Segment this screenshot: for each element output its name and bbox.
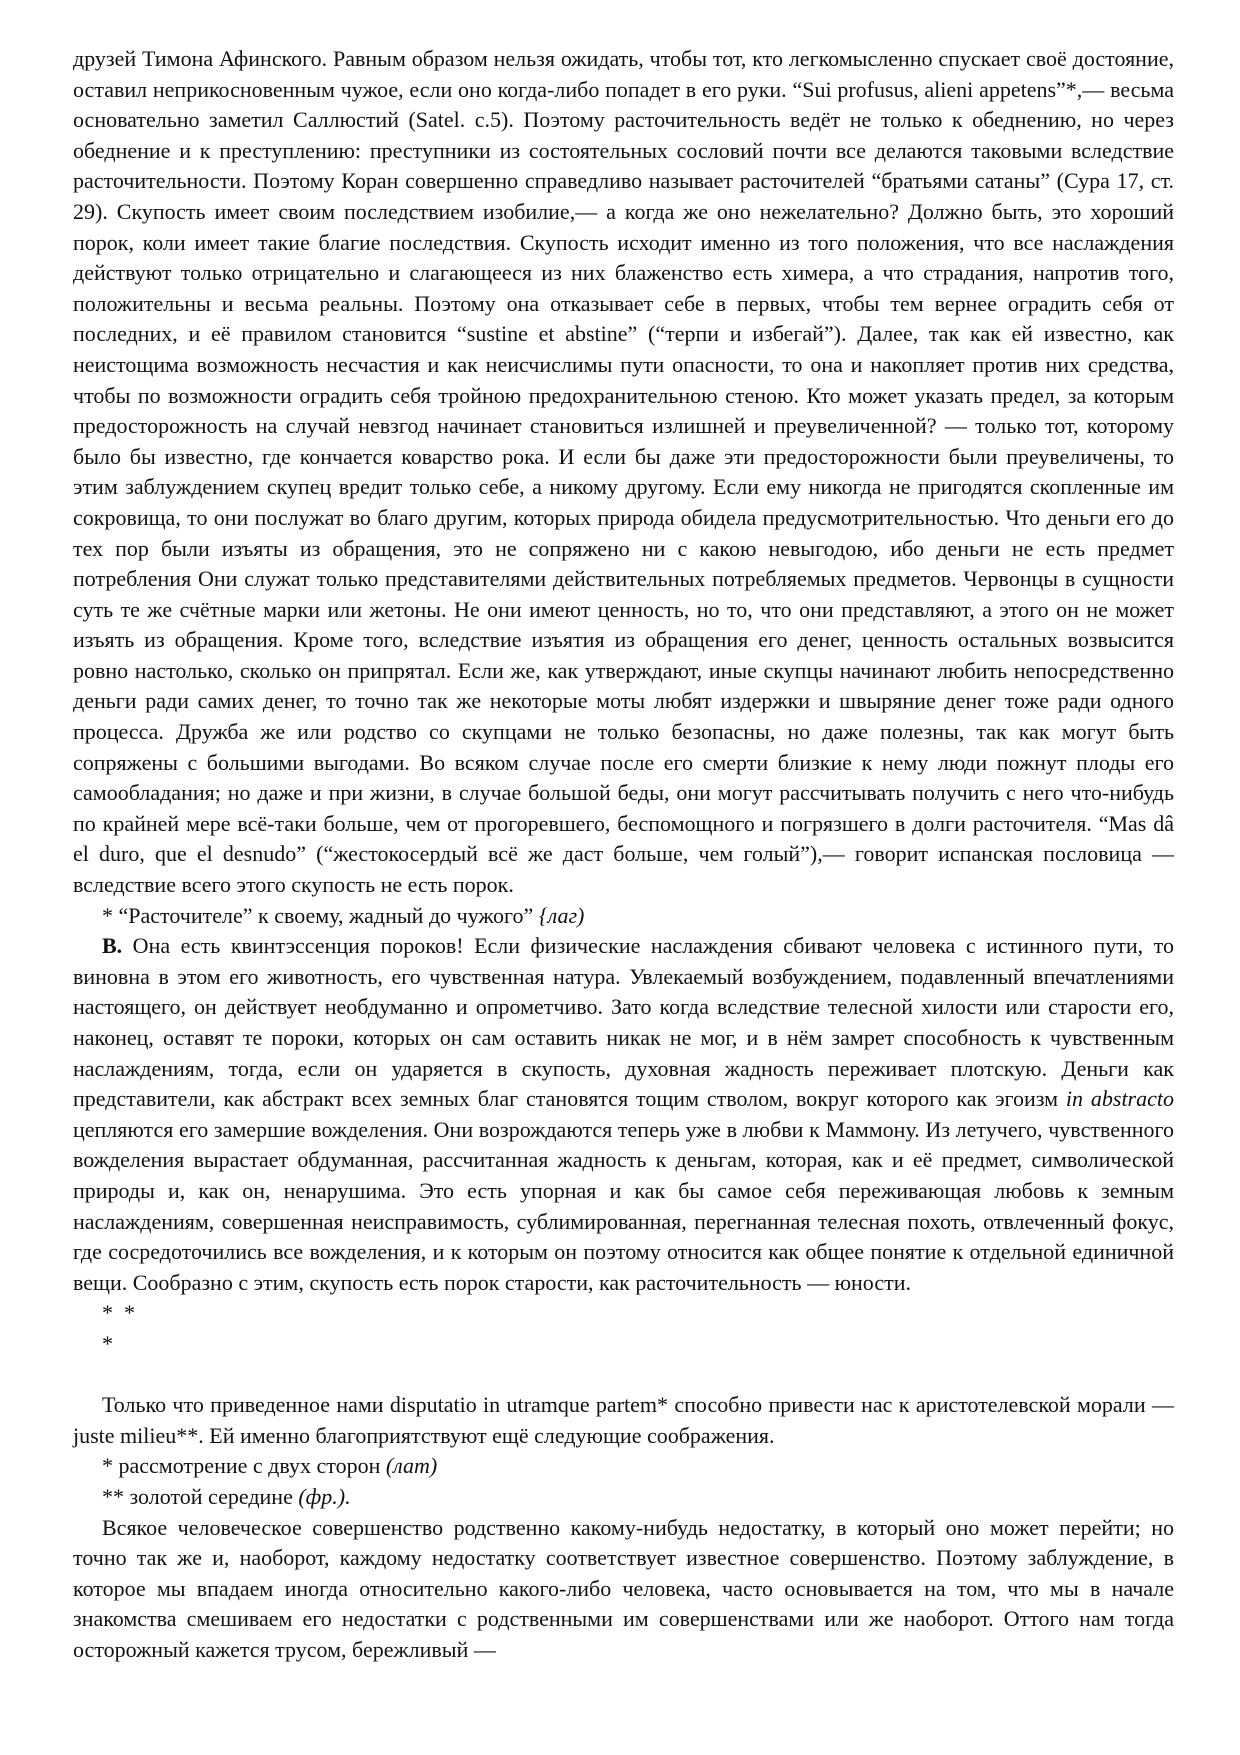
- paragraph-juste-milieu: Только что приведенное нами disputatio in utramque partem* способно привести нас к аристотелевской морали — juste milieu**. Ей именно благоприятствуют ещё следующие соображения.: [73, 1392, 1174, 1448]
- paragraph-perfection-defect: Всякое человеческое совершенство родственно какому-нибудь недостатку, в который оно может перейти; но точно так же и, наоборот, каждому недостатку соответствует известное совершенство. Поэтому заблуждение, в которое мы впадаем иногда относительно какого-либо человека, часто основывается на том, что мы в начале знакомства смешиваем его недостатки с родственными им совершенствами или же наоборот. Оттого нам тогда осторожный кажется трусом, бережливый —: [73, 1514, 1174, 1662]
- footnote-juste-milieu-text: ** золотой середине: [102, 1483, 299, 1509]
- blank-line: [73, 1360, 1174, 1391]
- paragraph-b-quintessence: [73, 931, 1174, 1298]
- paragraph-prodigality-avarice: друзей Тимона Афинского. Равным образом нельзя ожидать, чтобы тот, кто легкомысленно спускает своё достояние, оставил неприкосновенным чужое, если оно когда-либо попадет в его руки. “Sui profusus, alieni appetens”*,— весьма основательно заметил Саллюстий (Satel. c.5). Поэтому расточительность ведёт не только к обеднению, но через обеднение и к преступлению: преступники из состоятельных сословий почти все делаются таковыми вследствие расточительности. Поэтому Коран совершенно справедливо называет расточителей “братьями сатаны” (Сура 17, ст. 29). Скупость имеет своим последствием изобилие,— а когда же оно нежелательно? Должно быть, это хороший порок, коли имеет такие благие последствия. Скупость исходит именно из того положения, что все наслаждения действуют только отрицательно и слагающееся из них блаженство есть химера, а что страдания, напротив того, положительны и весьма реальны. Поэтому она отказывает себе в первых, чтобы тем вернее оградить себя от последних, и её правилом становится “sustine et abstine” (“терпи и избегай”). Далее, так как ей известно, как неистощима возможность несчастия и как неисчислимы пути опасности, то она и накопляет против них средства, чтобы по возможности оградить себя тройною предохранительною стеною. Кто может указать предел, за которым предосторожность на случай невзгод начинает становиться излишней и преувеличенной? — только тот, которому было бы известно, где кончается коварство рока. И если бы даже эти предосторожности были преувеличены, то этим заблуждением скупец вредит только себе, а никому другому. Если ему никогда не пригодятся скопленные им сокровища, то они послужат во благо другим, которых природа обидела предусмотрительностью. Что деньги его до тех пор были изъяты из обращения, это не сопряжено ни с какою невыгодою, ибо деньги не есть предмет потребления Они служат только представителями действительных потребляемых предметов. Червонцы в сущности суть те же счётные марки или жетоны. Не они имеют ценность, но то, что они представляют, а этого он не может изъять из обращения. Кроме того, вследствие изъятия из обращения его денег, ценность остальных возвысится ровно настолько, сколько он припрятал. Если же, как утверждают, иные скупцы начинают любить непосредственно деньги ради самих денег, то точно так же некоторые моты любят издержки и швыряние денег тоже ради одного процесса. Дружба же или родство со скупцами не только безопасны, но даже полезны, так как могут быть сопряжены с большими выгодами. Во всяком случае после его смерти близкие к нему люди пожнут плоды его самообладания; но даже и при жизни, в случае большой беды, они могут рассчитывать получить с него что-нибудь по крайней мере всё-таки больше, чем от прогоревшего, беспомощного и погрязшего в долги расточителя. “Mas dâ el duro, que el desnudo” (“жестокосердый всё же даст больше, чем голый”),— говорит испанская пословица — вследствие всего этого скупость не есть порок.: [73, 46, 1174, 898]
- section-separator-top: * *: [102, 1300, 135, 1326]
- footnote-disputatio-text: * рассмотрение с двух сторон: [102, 1453, 386, 1479]
- footnote-sallust-lang: {лаг): [538, 902, 585, 928]
- footnote-juste-milieu: [73, 1482, 1174, 1513]
- paragraph-b-italic: in abstracto: [1065, 1086, 1174, 1112]
- footnote-sallust-text: * “Расточителе” к своему, жадный до чужого”: [102, 902, 539, 928]
- footnote-sallust: [73, 901, 1174, 932]
- footnote-disputatio: [73, 1451, 1174, 1482]
- footnote-disputatio-lang: (лат): [385, 1453, 438, 1479]
- footnote-juste-milieu-lang: (фр.).: [298, 1483, 351, 1509]
- section-separator-bottom: *: [102, 1330, 113, 1356]
- paragraph-b-text-b: цепляются его замершие вожделения. Они возрождаются теперь уже в любви к Маммону. Из летучего, чувственного вожделения вырастает обдуманная, рассчитанная жадность к деньгам, которая, как и её предмет, символической природы и, как он, ненарушима. Это есть упорная и как бы самое себя переживающая любовь к земным наслаждениям, совершенная неисправимость, сублимированная, перегнанная телесная похоть, отвлеченный фокус, где сосредоточились все вожделения, и к которым он поэтому относится как общее понятие к отдельной единичной вещи. Сообразно с этим, скупость есть порок старости, как расточительность — юности.: [73, 1116, 1174, 1295]
- paragraph-b-label: B.: [102, 933, 123, 959]
- paragraph-b-text-a: Она есть квинтэссенция пороков! Если физические наслаждения сбивают человека с истинного пути, то виновна в этом его животность, его чувственная натура. Увлекаемый возбуждением, подавленный впечатлениями настоящего, он действует необдуманно и опрометчиво. Зато когда вследствие телесной хилости или старости его, наконец, оставят те пороки, которых он сам оставить никак не мог, и в нём замрет способность к чувственным наслаждениям, тогда, если он ударяется в скупость, духовная жадность переживает плотскую. Деньги как представители, как абстракт всех земных благ становятся тощим стволом, вокруг которого как эгоизм: [73, 933, 1174, 1112]
